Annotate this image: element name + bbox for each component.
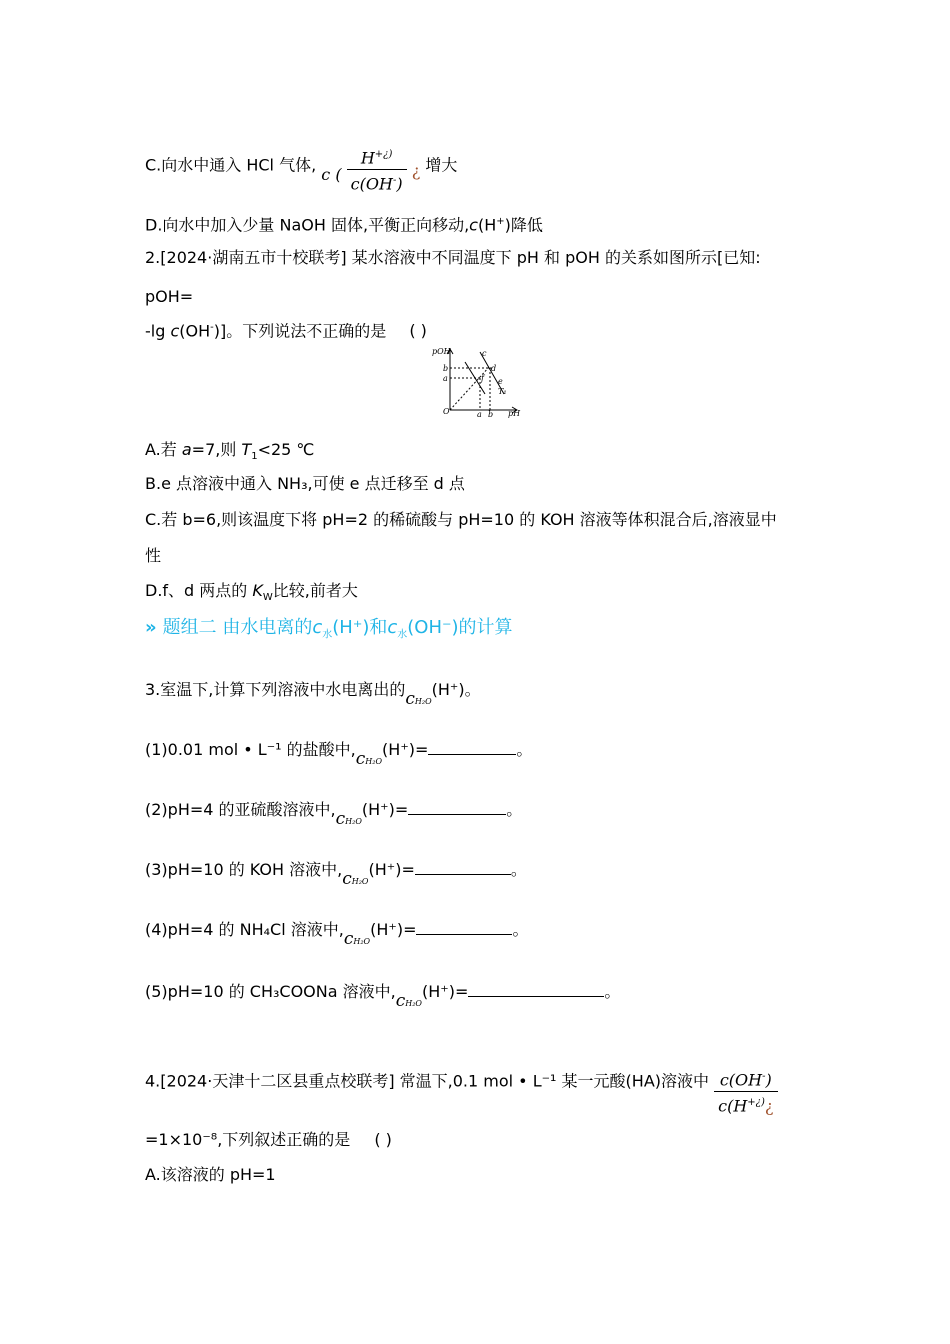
q3-item-1: (1)0.01 mol • L⁻¹ 的盐酸中,cH₂O(H⁺)= 。 [145, 740, 533, 769]
fig-label-c: c [482, 349, 487, 358]
q1-optc-fraction: $\frac{H^{+¿)}}{c(OH^-)}$ [347, 144, 407, 196]
q2-option-d: D.f、d 两点的 $K_W$比较,前者大 [145, 581, 358, 604]
q2-stem-line1: 2.[2024·湖南五市十校联考] 某水溶液中不同温度下 pH 和 pOH 的关系如图所示[已知: [145, 248, 761, 267]
fig-label-t1: T₁ [498, 387, 507, 396]
fig-label-a-x: a [477, 410, 482, 418]
double-chevron-icon: » [145, 617, 157, 638]
q2-option-a: A.若 a=7,则 $T_1<25$ ℃ [145, 440, 315, 463]
q3-item-3: (3)pH=10 的 KOH 溶液中,cH₂O(H⁺)= 。 [145, 860, 527, 889]
q3-stem: 3.室温下,计算下列溶液中水电离出的cH₂O(H⁺)。 [145, 680, 481, 709]
fig-label-e: e [498, 377, 503, 386]
fig-label-poh: pOH [432, 347, 451, 356]
q4-option-a: A.该溶液的 pH=1 [145, 1165, 276, 1184]
q2-stem-line2: pOH= [145, 287, 194, 306]
q2-option-c-line2: 性 [145, 546, 162, 565]
fig-label-origin: O [443, 407, 450, 416]
fig-label-d: d [491, 364, 497, 373]
q4-stem: 4.[2024·天津十二区县重点校联考] 常温下,0.1 mol • L⁻¹ 某一元酸(HA)溶液中 $\frac{c(OH^-)}{c(H^{+¿)}¿}$ [145, 1056, 778, 1108]
answer-blank-1[interactable] [428, 740, 516, 755]
q2-option-b: B.e 点溶液中通入 NH₃,可使 e 点迁移至 d 点 [145, 474, 465, 493]
q3-item-4: (4)pH=4 的 NH₄Cl 溶液中,cH₂O(H⁺)= 。 [145, 920, 529, 949]
q2-stem-line3: -lg c(OH-)]。下列说法不正确的是 ( ) [145, 321, 427, 341]
answer-blank-3[interactable] [415, 860, 511, 875]
q3-item-5: (5)pH=10 的 CH₃COONa 溶液中,cH₂O(H⁺)= 。 [145, 982, 621, 1011]
fig-label-b-x: b [488, 410, 494, 418]
q1-option-c: C.向水中通入 HCl 气体, c ( $\frac{H^{+¿)}}{c(OH^-)}$ ¿ 增大 [145, 140, 457, 192]
fig-label-a-y: a [443, 374, 448, 383]
q2-option-c-line1: C.若 b=6,则该温度下将 pH=2 的稀硫酸与 pH=10 的 KOH 溶液等体积混合后,溶液显中 [145, 510, 777, 529]
answer-blank-4[interactable] [416, 920, 512, 935]
q2-ph-poh-figure [430, 344, 522, 418]
q1-option-d: D.向水中加入少量 NaOH 固体,平衡正向移动,c(H+)降低 [145, 215, 543, 235]
fig-label-f: f [481, 374, 484, 383]
group-heading: » 题组二 由水电离的$c_水(H^+)$和$c_水(OH^-)$的计算 [145, 617, 513, 641]
answer-blank-5[interactable] [468, 982, 604, 997]
answer-blank-2[interactable] [408, 800, 506, 815]
q4-fraction: $\frac{c(OH^-)}{c(H^{+¿)}¿}$ [714, 1066, 777, 1118]
q4-condition: =1×10⁻⁸,下列叙述正确的是 ( ) [145, 1130, 392, 1149]
fig-label-b-y: b [443, 364, 449, 373]
fig-label-ph: pH [508, 409, 521, 418]
q3-item-2: (2)pH=4 的亚硫酸溶液中,cH₂O(H⁺)= 。 [145, 800, 523, 829]
